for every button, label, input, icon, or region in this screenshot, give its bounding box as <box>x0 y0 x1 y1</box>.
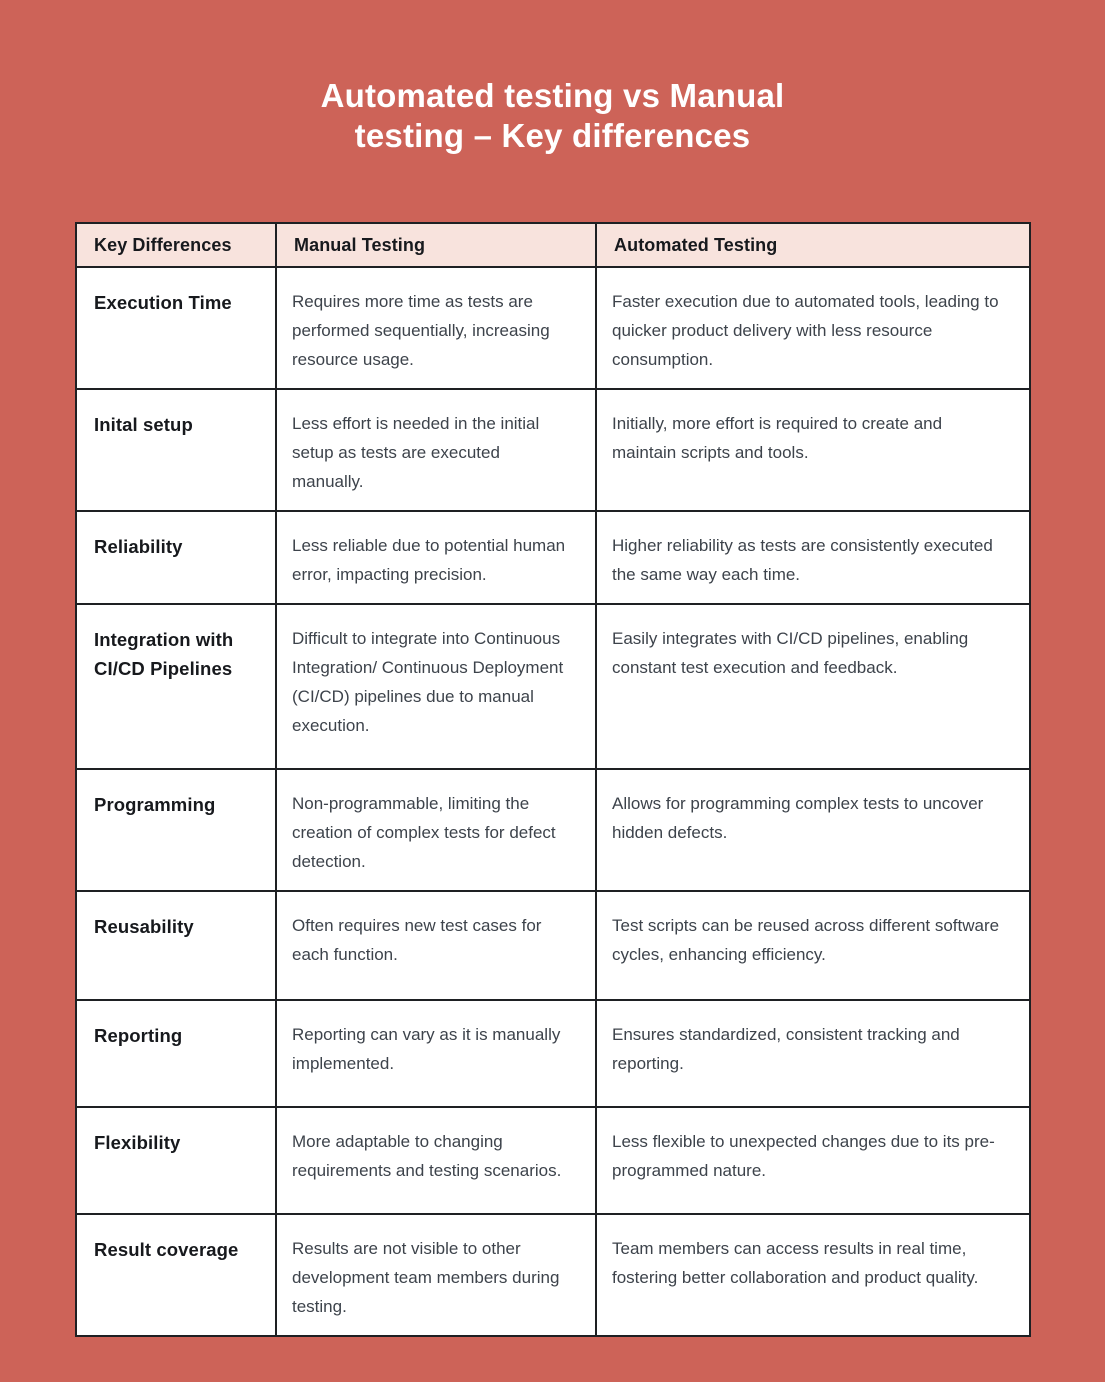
row-label: Reusability <box>76 891 276 1000</box>
table-row-reporting <box>76 1000 1030 1107</box>
manual-cell: Less effort is needed in the initial setup as tests are executed manually. <box>276 389 596 511</box>
manual-cell: Reporting can vary as it is manually implemented. <box>276 1000 596 1107</box>
automated-cell: Higher reliability as tests are consistently executed the same way each time. <box>596 511 1030 604</box>
row-label: Integration with CI/CD Pipelines <box>76 604 276 769</box>
table-row-reliability <box>76 511 1030 604</box>
row-label: Programming <box>76 769 276 891</box>
automated-cell: Faster execution due to automated tools, leading to quicker product delivery with less resource consumption. <box>596 267 1030 389</box>
row-label: Flexibility <box>76 1107 276 1214</box>
table-row-inital-setup <box>76 389 1030 511</box>
table-row-reusability <box>76 891 1030 1000</box>
manual-cell: Less reliable due to potential human error, impacting precision. <box>276 511 596 604</box>
table-row-programming <box>76 769 1030 891</box>
automated-cell: Easily integrates with CI/CD pipelines, enabling constant test execution and feedback. <box>596 604 1030 769</box>
comparison-table <box>75 222 1031 1337</box>
page-title-line-2: testing – Key differences <box>354 117 751 154</box>
row-label: Result coverage <box>76 1214 276 1336</box>
header-cell-key-differences: Key Differences <box>76 223 276 267</box>
row-label: Reporting <box>76 1000 276 1107</box>
table-row-execution-time <box>76 267 1030 389</box>
row-label: Reliability <box>76 511 276 604</box>
automated-cell: Test scripts can be reused across different software cycles, enhancing efficiency. <box>596 891 1030 1000</box>
manual-cell: Often requires new test cases for each function. <box>276 891 596 1000</box>
page-title-line-1: Automated testing vs Manual <box>320 77 785 114</box>
manual-cell: Non-programmable, limiting the creation of complex tests for defect detection. <box>276 769 596 891</box>
row-label: Inital setup <box>76 389 276 511</box>
table-row-flexibility <box>76 1107 1030 1214</box>
table-row-result-coverage <box>76 1214 1030 1336</box>
manual-cell: Results are not visible to other development team members during testing. <box>276 1214 596 1336</box>
automated-cell: Ensures standardized, consistent tracking and reporting. <box>596 1000 1030 1107</box>
manual-cell: More adaptable to changing requirements and testing scenarios. <box>276 1107 596 1214</box>
automated-cell: Allows for programming complex tests to uncover hidden defects. <box>596 769 1030 891</box>
header-cell-automated-testing: Automated Testing <box>596 223 1030 267</box>
automated-cell: Initially, more effort is required to create and maintain scripts and tools. <box>596 389 1030 511</box>
manual-cell: Requires more time as tests are performed sequentially, increasing resource usage. <box>276 267 596 389</box>
page-title <box>0 76 1105 156</box>
automated-cell: Less flexible to unexpected changes due to its pre-programmed nature. <box>596 1107 1030 1214</box>
table-header-row <box>76 223 1030 267</box>
automated-cell: Team members can access results in real time, fostering better collaboration and product quality. <box>596 1214 1030 1336</box>
manual-cell: Difficult to integrate into Continuous Integration/ Continuous Deployment (CI/CD) pipelines due to manual execution. <box>276 604 596 769</box>
table-row-integration-cicd <box>76 604 1030 769</box>
header-cell-manual-testing: Manual Testing <box>276 223 596 267</box>
row-label: Execution Time <box>76 267 276 389</box>
